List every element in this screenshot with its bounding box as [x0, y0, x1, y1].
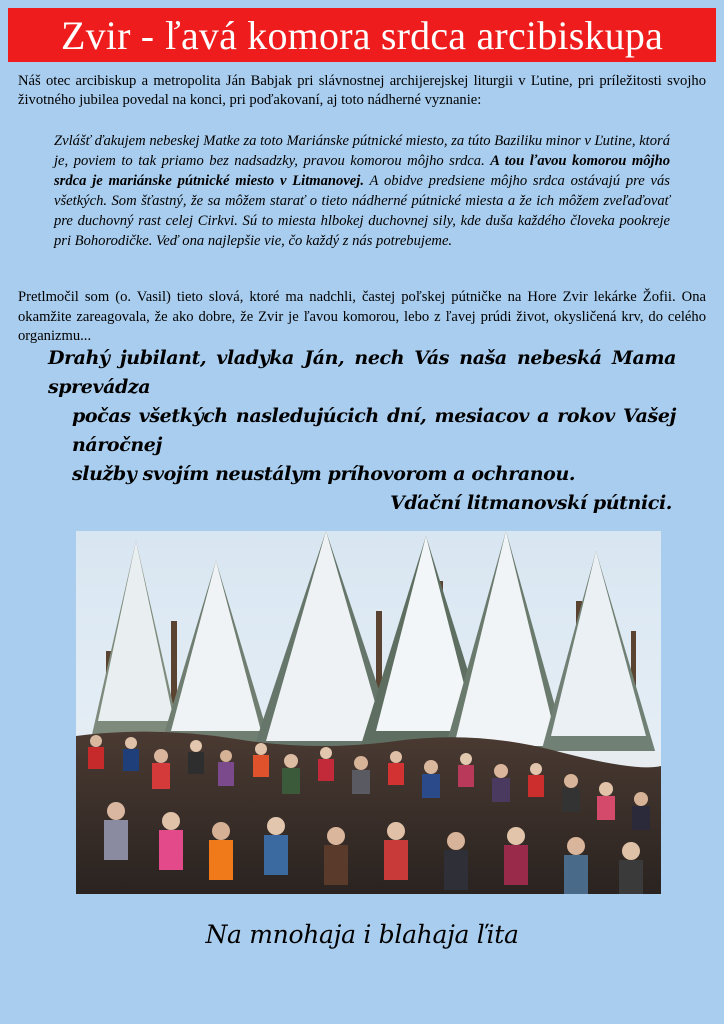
wish-line-1: Drahý jubilant, vladyka Ján, nech Vás naša nebeská Mama sprevádza	[48, 347, 676, 398]
photo-illustration	[76, 531, 661, 894]
wish-line-2: počas všetkých nasledujúcich dní, mesiacov a rokov Vašej náročnej	[72, 405, 676, 456]
jubilee-wish	[48, 344, 676, 518]
footer-blessing: Na mnohaja i blahaja ľita	[205, 920, 519, 949]
page-title: Zvir - ľavá komora srdca arcibiskupa	[60, 12, 664, 58]
pilgrims-winter-photo	[76, 531, 661, 894]
wish-line-3: služby svojím neustálym príhovorom a ochranou.	[72, 463, 576, 485]
intro-paragraph: Náš otec arcibiskup a metropolita Ján Babjak pri slávnostnej archijerejskej liturgii v Ľutine, pri príležitosti svojho životného jubilea povedal na konci, pri poďakovaní, aj toto nádherné vyznanie:	[18, 73, 706, 108]
archbishop-quote	[54, 131, 670, 251]
quote-part-2: A obidve predsiene môjho srdca ostávajú pre vás všetkých. Som šťastný, že sa môžem starať o tieto nádherné pútnické miesta a že ich môžem zveľaďovať pre duchovný rast celej Cirkvi. Sú to miesta hlbokej duchovnej sily, kde duša každého človeka pookreje pri Bohorodičke. Veď ona najlepšie vie, čo každý z nás potrebujeme.	[54, 173, 670, 249]
wish-signature: Vďační litmanovskí pútnici.	[390, 492, 672, 514]
second-paragraph: Pretlmočil som (o. Vasil) tieto slová, ktoré ma nadchli, častej poľskej pútničke na Hore Zvir lekárke Žofii. Ona okamžite zareagovala, že ako dobre, že Zvir je ľavou komorou, lebo z ľavej prúdi život, okysličená krv, do celého organizmu...	[18, 289, 706, 344]
quote-part-1: Zvlášť ďakujem nebeskej Matke za toto Mariánske pútnické miesto, za túto Baziliku minor v Ľutine, ktorá je, poviem to tak priamo bez nadsadzky, pravou komorou môjho srdca.	[54, 133, 670, 169]
title-banner	[8, 8, 716, 62]
quote-bold: A tou ľavou komorou môjho srdca je mariánske pútnické miesto v Litmanovej.	[54, 153, 671, 189]
